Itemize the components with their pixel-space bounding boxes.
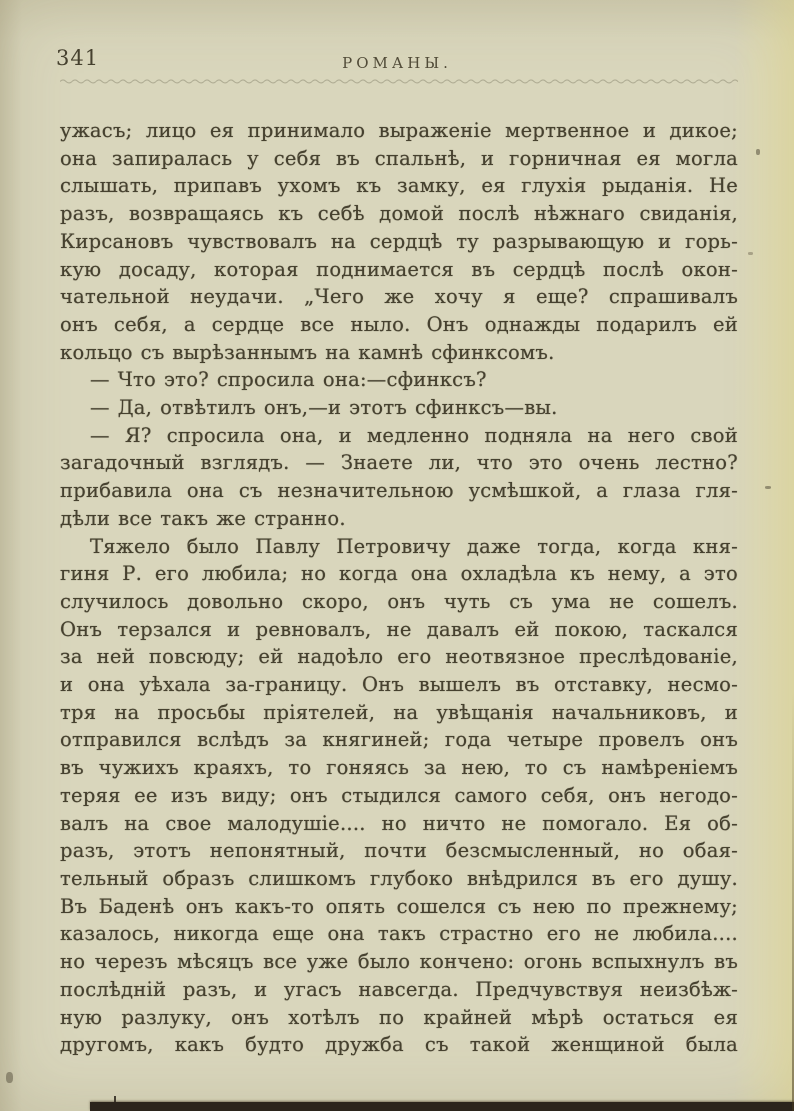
text-line: дѣли все такъ же странно. [60,506,346,530]
text-line: Онъ терзался и ревновалъ, не давалъ ей покою, таскался [60,617,738,641]
paper-speck [765,486,771,489]
ink-tick-mark [114,1096,116,1108]
text-line: послѣдній разъ, и угасъ навсегда. Предчувствуя неизбѣж- [60,977,738,1001]
text-line: кольцо съ вырѣзаннымъ на камнѣ сфинксомъ. [60,340,555,364]
paper-speck [756,149,760,155]
text-line: она запиралась у себя въ спальнѣ, и горничная ея могла [60,146,738,170]
text-line: — Что это? спросила она:—сфинксъ? [90,368,487,392]
paper-speck [6,1072,13,1083]
text-line: разъ, этотъ непонятный, почти безсмысленный, но обая- [60,839,738,863]
text-line: — Да, отвѣтилъ онъ,—и этотъ сфинксъ—вы. [90,396,558,420]
scan-bottom-shadow [90,1102,794,1111]
text-line: прибавила она съ незначительною усмѣшкой, а глаза гля- [60,479,738,503]
text-line: въ чужихъ краяхъ, то гоняясь за нею, то съ намѣреніемъ [60,756,738,780]
text-line: тря на просьбы пріятелей, на увѣщанія начальниковъ, и [60,700,738,724]
text-line: Тяжело было Павлу Петровичу даже тогда, когда кня- [90,534,738,558]
text-line: онъ себя, а сердце все ныло. Онъ однажды подарилъ ей [60,312,738,336]
text-line: чательной неудачи. „Чего же хочу я еще? спрашивалъ [60,285,738,309]
text-line: разъ, возвращаясь къ себѣ домой послѣ нѣжнаго свиданія, [60,202,738,226]
paper-speck [748,252,753,255]
text-line: отправился вслѣдъ за княгиней; года четыре провелъ онъ [60,728,738,752]
body-text-block [60,117,738,1059]
text-line: казалось, никогда еще она такъ страстно его не любила.... [60,922,738,946]
text-line: загадочный взглядъ. — Знаете ли, что это очень лестно? [60,451,738,475]
text-line: ную разлуку, онъ хотѣлъ по крайней мѣрѣ остаться ея [60,1005,738,1029]
text-line: ужасъ; лицо ея принимало выраженіе мертвенное и дикое; [60,119,738,142]
text-line: тельный образъ слишкомъ глубоко внѣдрился въ его душу. [60,866,738,890]
text-line: но черезъ мѣсяцъ все уже было кончено: огонь вспыхнулъ въ [60,950,738,974]
text-line: другомъ, какъ будто дружба съ такой женщиной была [60,1033,738,1057]
decorative-wavy-rule-icon [60,77,738,84]
text-line: Кирсановъ чувствовалъ на сердцѣ ту разрывающую и горь- [60,229,738,253]
text-line: и она уѣхала за-границу. Онъ вышелъ въ отставку, несмо- [60,673,738,697]
text-line: случилось довольно скоро, онъ чуть съ ума не сошелъ. [60,589,738,613]
text-line: за ней повсюду; ей надоѣло его неотвязное преслѣдованіе, [60,645,738,669]
running-title: РОМАНЫ. [342,54,452,72]
text-line: кую досаду, которая поднимается въ сердцѣ послѣ окон- [60,257,738,281]
text-line: гиня Р. его любила; но когда она охладѣла къ нему, а это [60,562,738,586]
text-line: Въ Баденѣ онъ какъ-то опять сошелся съ нею по прежнему; [60,894,738,918]
page-number: 341 [56,46,100,70]
text-line: слышать, припавъ ухомъ къ замку, ея глухія рыданія. Не [60,174,738,198]
text-line: — Я? спросила она, и медленно подняла на него свой [90,423,738,447]
text-line: валъ на свое малодушіе.... но ничто не помогало. Ея об- [60,811,738,835]
text-line: теряя ее изъ виду; онъ стыдился самого себя, онъ негодо- [60,783,738,807]
